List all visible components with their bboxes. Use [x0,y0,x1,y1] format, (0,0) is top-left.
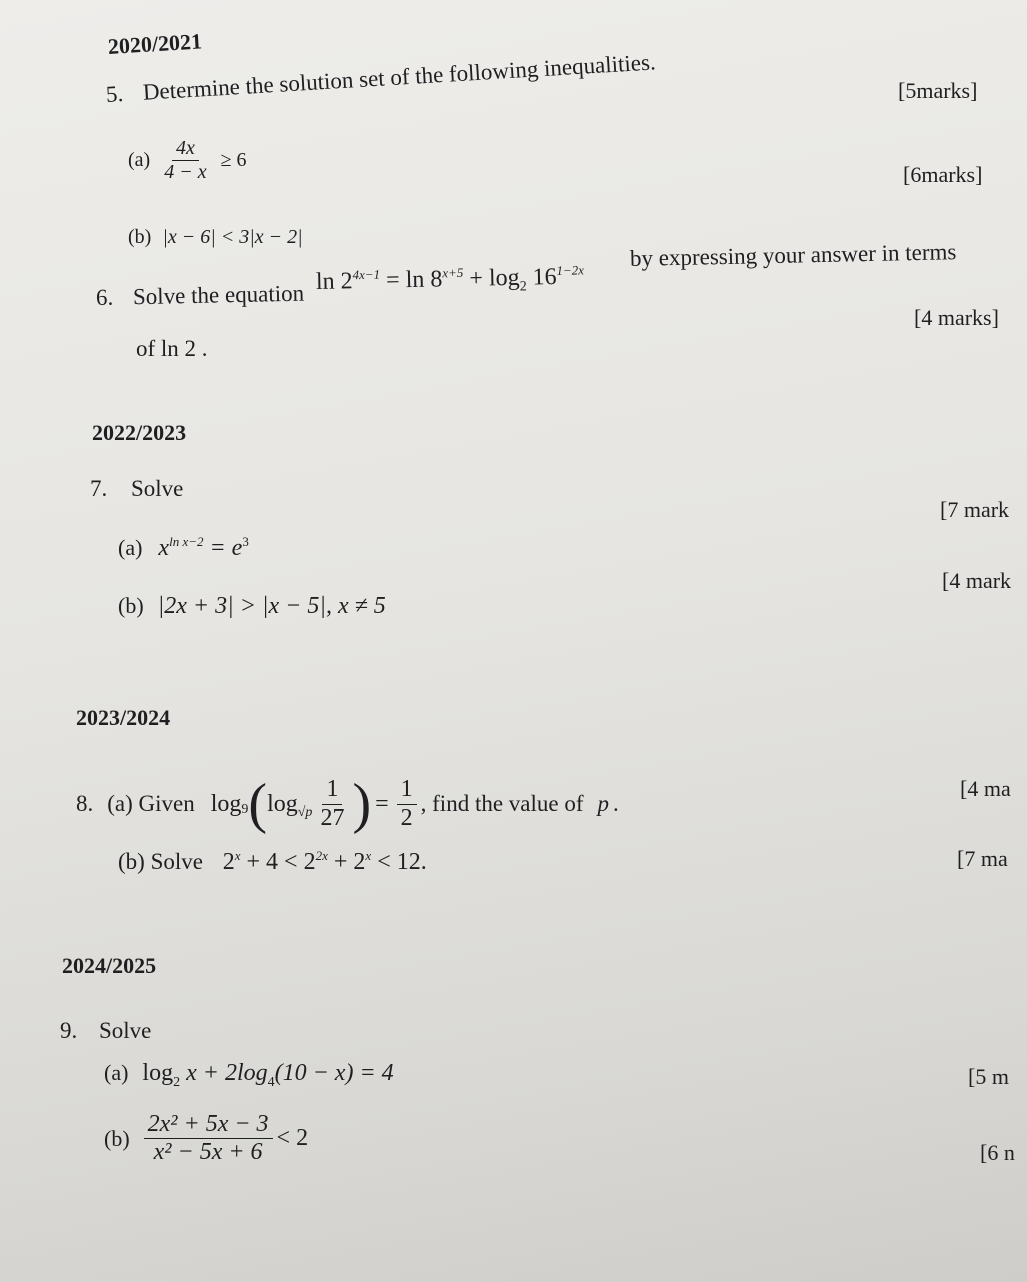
close-paren: ) [352,773,372,835]
question-6-number: 6. [95,284,114,310]
question-9a [104,1060,394,1091]
log-base-2: 2 [519,279,527,295]
question-7a [118,534,249,562]
question-9-number: 9. [60,1018,78,1043]
question-5a-marks: [6marks] [903,162,983,187]
question-5a [128,138,247,183]
year-heading-2022-2023: 2022/2023 [92,420,187,445]
expr-part-3: + 2 [327,849,366,875]
inner-log-base: √p [297,805,313,820]
question-5a-label: (a) [128,149,151,172]
question-8a-variable: p [597,791,610,816]
question-8a-tail: , find the value of [420,791,584,816]
question-8b-label: (b) Solve [118,849,203,874]
equation-log: + log [463,264,520,292]
question-7a-label: (a) [118,535,143,560]
question-7a-rhs: = e [203,535,243,561]
log9: log [210,790,242,817]
question-9b-label: (b) [104,1125,130,1151]
inner-numerator: 1 [322,777,342,804]
question-5a-denominator: 4 − x [164,161,207,183]
rhs-denominator: 2 [400,804,413,831]
expr-part-2: + 4 < 2 [240,849,316,875]
year-heading-2023-2024: 2023/2024 [76,705,171,730]
expr-part-1: 2 [222,849,235,875]
question-7 [90,476,183,502]
question-6-marks: [4 marks] [914,305,999,330]
question-6-text: Solve the equation [132,280,305,310]
question-5b [128,226,303,249]
question-9a-marks: [5 m [968,1064,1009,1089]
question-7a-base: x [158,535,170,561]
question-7b-label: (b) [118,593,144,618]
question-9a-base2: 4 [267,1074,275,1090]
question-8b [118,848,427,876]
expr-exp-3: x [365,848,372,863]
question-8-number: 8. [76,791,94,816]
question-8a-label: (a) Given [107,791,195,816]
equation-16: 16 [526,263,557,291]
year-heading-2020-2021: 2020/2021 [107,28,203,59]
expr-exp-1: x [234,848,241,863]
equation-ln2: ln 2 [315,268,353,295]
question-8b-marks: [7 ma [957,846,1008,871]
question-6 [96,281,305,311]
question-7b [118,593,386,620]
question-9a-label: (a) [104,1060,129,1085]
question-7-text: Solve [131,476,184,501]
question-5-text: Determine the solution set of the following inequalities. [142,49,657,105]
question-5-number: 5. [105,80,124,107]
question-7b-expression: |2x + 3| > |x − 5|, x ≠ 5 [157,593,386,619]
question-9a-end: (10 − x) = 4 [274,1060,394,1086]
question-7b-marks: [4 mark [942,568,1012,593]
question-5a-rhs: ≥ 6 [220,149,247,172]
question-5-marks: [5marks] [898,78,978,103]
question-8a-equation: log $_9$ ( log $_{√p}$ $\frac{1}{27}$ ) = $\frac{1}{2}$ [211,776,421,832]
question-9a-base1: 2 [173,1074,181,1090]
question-9b-numerator: 2x² + 5x − 3 [144,1112,273,1139]
year-heading-2024-2025: 2024/2025 [62,953,157,978]
inner-log: log [267,790,298,817]
rhs-numerator: 1 [397,777,417,804]
question-7a-rhs-exponent: 3 [242,534,249,549]
question-9b [104,1112,308,1165]
question-5a-numerator: 4x [172,138,199,161]
inner-fraction [316,777,348,830]
question-8a-end: . [613,791,619,816]
question-9-text: Solve [99,1018,152,1043]
open-paren: ( [248,773,268,835]
inner-denominator: 27 [320,804,345,831]
question-7a-exponent: ln x−2 [169,534,204,549]
question-8a [76,773,619,835]
equation-ln8: = ln 8 [379,266,443,294]
question-9b-denominator: x² − 5x + 6 [153,1139,263,1166]
question-9a-mid: x + 2log [180,1060,268,1086]
expr-part-4: < 12. [371,849,427,875]
question-7a-marks: [7 mark [940,497,1010,522]
question-8b-expression [223,849,427,875]
question-8a-marks: [4 ma [960,776,1011,801]
question-5a-fraction [160,138,210,183]
question-6-equation [316,262,585,299]
question-5b-expression: |x − 6| < 3|x − 2| [162,226,303,248]
rhs-fraction [397,777,417,830]
question-9a-log: log [142,1060,174,1086]
question-5 [105,49,656,108]
question-6-tail: by expressing your answer in terms [629,239,957,271]
question-9b-marks: [6 n [980,1140,1015,1165]
exponent-x5: x+5 [442,264,464,281]
question-9b-fraction [144,1112,273,1165]
question-5b-label: (b) [128,226,152,248]
question-7-number: 7. [90,476,108,501]
exponent-1-2x: 1−2x [556,262,585,278]
question-9 [60,1018,151,1044]
log9-base: 9 [241,802,249,817]
exponent-4x-1: 4x−1 [352,266,381,283]
question-9b-rhs: < 2 [276,1125,309,1152]
expr-exp-2: 2x [315,848,328,863]
question-6-end: of ln 2 . [136,336,208,361]
